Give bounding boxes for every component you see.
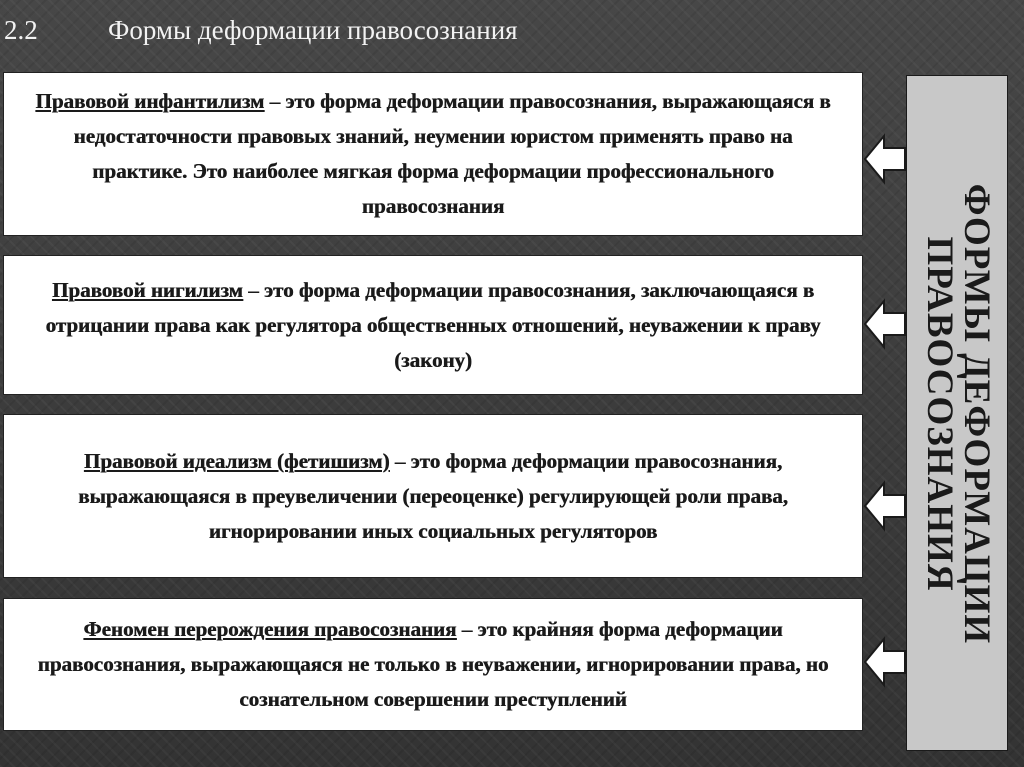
definition-text [23,612,843,717]
side-panel-line-1: ФОРМЫ ДЕФОРМАЦИИ [956,183,997,645]
side-panel-line-2: ПРАВОСОЗНАНИЯ [919,236,960,592]
definition-term: Феномен перерождения правосознания [83,617,457,641]
arrow-left-icon [864,298,906,350]
arrow-left-icon [864,636,906,688]
side-panel [906,75,1008,751]
arrow-left-icon [864,480,906,532]
definition-term: Правовой идеализм (фетишизм) [83,448,390,473]
definition-box-degeneration [3,598,863,731]
definition-term: Правовой инфантилизм [35,89,265,113]
definition-box-infantilism [3,72,863,236]
slide-heading [4,8,518,52]
definition-box-nihilism [3,255,863,395]
definition-body: – это крайняя форма деформации правосознания, выражающаяся не только в неуважении, игнорировании права, но сознательном совершении преступлений [37,617,829,711]
definition-term: Правовой нигилизм [51,277,243,302]
side-panel-label [921,94,995,734]
slide-title: Формы деформации правосознания [108,14,518,45]
definition-body: – это форма деформации правосознания, заключающаяся в отрицании права как регулятора общественных отношений, неуважении к праву (закону) [45,277,821,372]
definition-text [33,84,833,224]
definition-text [63,444,803,549]
definition-body: – это форма деформации правосознания, выражающаяся в недостаточности правовых знаний, неумении юристом применять право на практике. Это наиболее мягкая форма деформации профессионального правосознания [73,89,831,218]
definition-body: – это форма деформации правосознания, выражающаяся в преувеличении (переоценке) регулирующей роли права, игнорировании иных социальных регуляторов [78,448,788,543]
arrow-left-icon [864,133,906,185]
definition-text [43,273,823,378]
definition-box-idealism [3,414,863,578]
slide-number: 2.2 [4,14,38,45]
